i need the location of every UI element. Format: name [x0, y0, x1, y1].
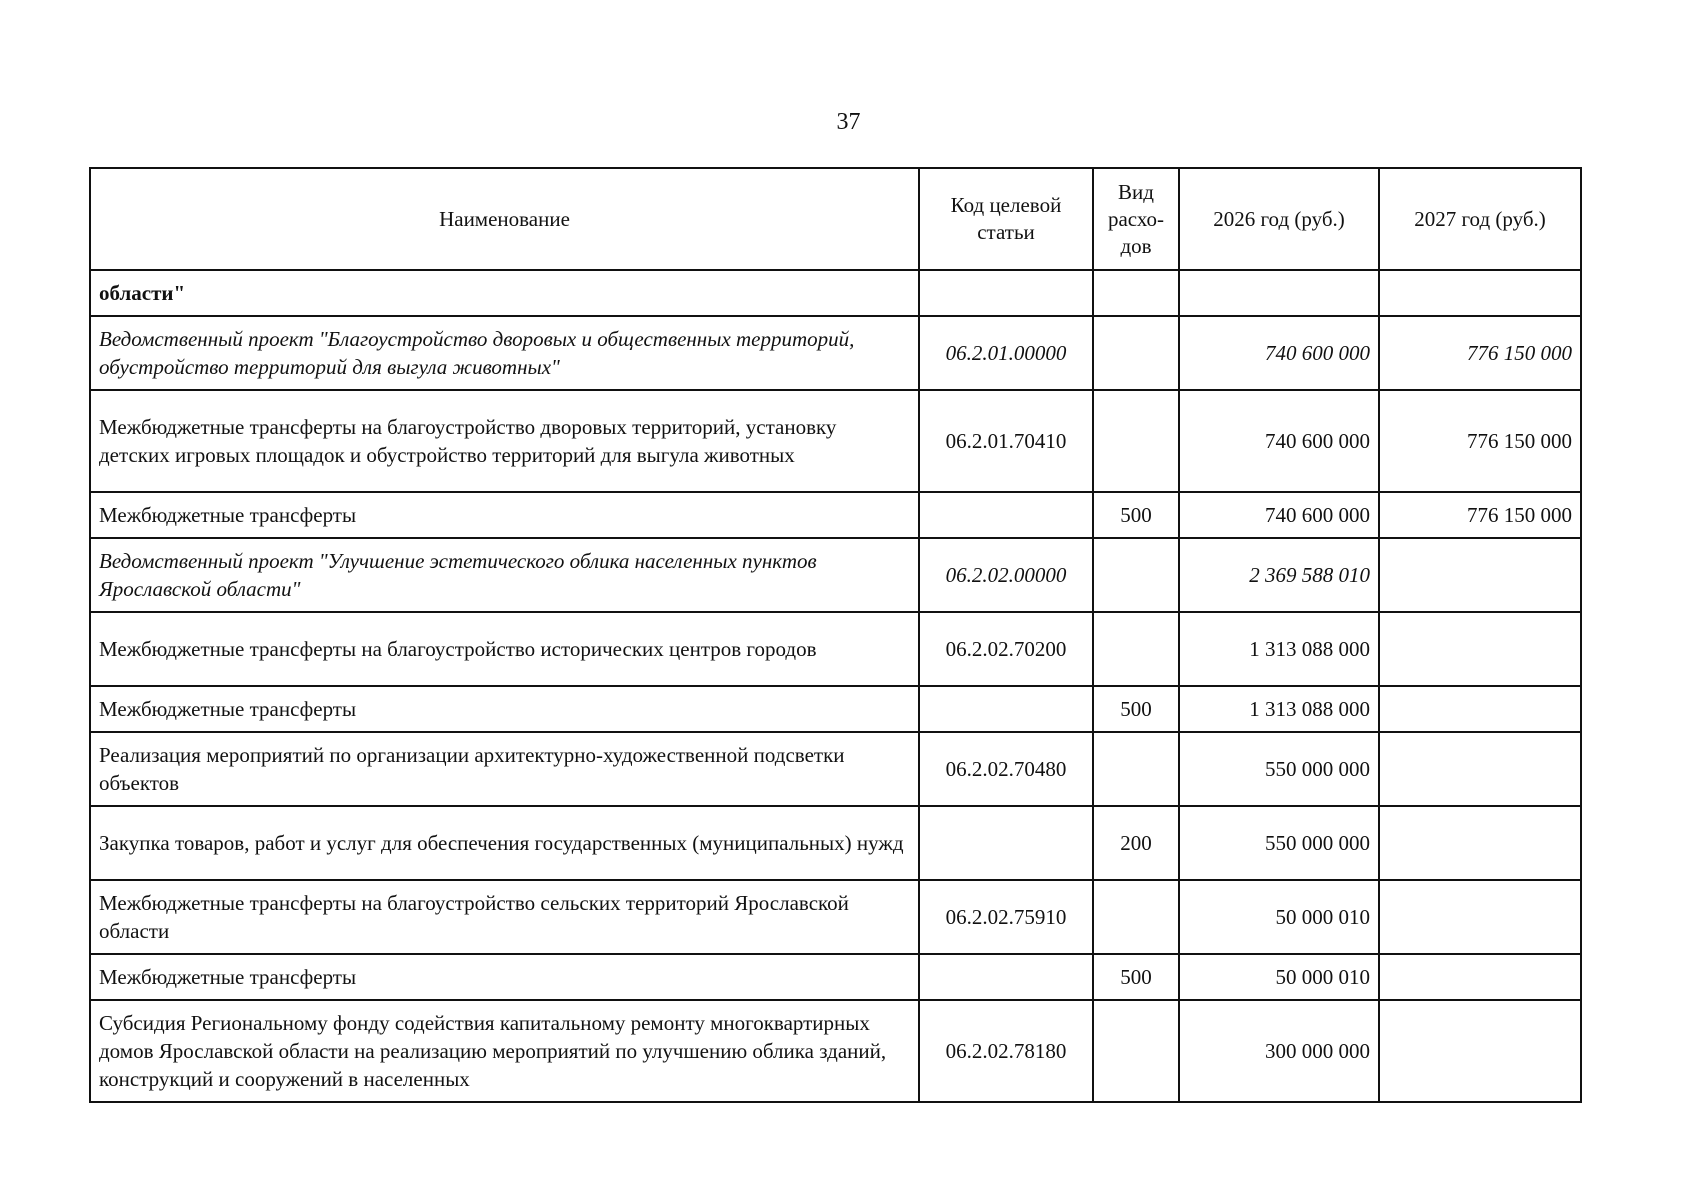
- cell-2026: 740 600 000: [1179, 390, 1379, 492]
- cell-code: 06.2.01.00000: [919, 316, 1093, 390]
- cell-2026: 550 000 000: [1179, 732, 1379, 806]
- cell-name: Ведомственный проект "Улучшение эстетического облика населенных пунктов Ярославской области": [90, 538, 919, 612]
- cell-kind: 500: [1093, 492, 1179, 538]
- cell-kind: [1093, 390, 1179, 492]
- table-row: [90, 612, 1581, 686]
- cell-2026: 740 600 000: [1179, 316, 1379, 390]
- cell-name: области": [90, 270, 919, 316]
- cell-name: Закупка товаров, работ и услуг для обеспечения государственных (муниципальных) нужд: [90, 806, 919, 880]
- table-row: [90, 1000, 1581, 1102]
- table-row: [90, 954, 1581, 1000]
- header-2026: 2026 год (руб.): [1179, 168, 1379, 270]
- table-row: [90, 492, 1581, 538]
- cell-name: Реализация мероприятий по организации архитектурно-художественной подсветки объектов: [90, 732, 919, 806]
- header-name: Наименование: [90, 168, 919, 270]
- cell-kind: [1093, 538, 1179, 612]
- cell-2027: [1379, 806, 1581, 880]
- cell-2026: 1 313 088 000: [1179, 612, 1379, 686]
- cell-kind: [1093, 880, 1179, 954]
- cell-2027: 776 150 000: [1379, 492, 1581, 538]
- cell-2027: [1379, 612, 1581, 686]
- cell-code: 06.2.02.70480: [919, 732, 1093, 806]
- cell-code: 06.2.02.00000: [919, 538, 1093, 612]
- cell-code: [919, 492, 1093, 538]
- table-row: [90, 538, 1581, 612]
- header-2027: 2027 год (руб.): [1379, 168, 1581, 270]
- cell-code: 06.2.01.70410: [919, 390, 1093, 492]
- page-number: 37: [836, 109, 861, 135]
- cell-name: Межбюджетные трансферты на благоустройство дворовых территорий, установку детских игровых площадок и обустройство территорий для выгула животных: [90, 390, 919, 492]
- cell-code: [919, 806, 1093, 880]
- cell-2026: 50 000 010: [1179, 954, 1379, 1000]
- table-row: [90, 732, 1581, 806]
- table-body: [90, 270, 1581, 1102]
- cell-code: [919, 954, 1093, 1000]
- cell-2027: [1379, 954, 1581, 1000]
- cell-kind: [1093, 732, 1179, 806]
- cell-name: Межбюджетные трансферты на благоустройство сельских территорий Ярославской области: [90, 880, 919, 954]
- header-code: Код целевой статьи: [919, 168, 1093, 270]
- cell-2026: 2 369 588 010: [1179, 538, 1379, 612]
- cell-2027: 776 150 000: [1379, 316, 1581, 390]
- cell-kind: [1093, 1000, 1179, 1102]
- cell-2026: 550 000 000: [1179, 806, 1379, 880]
- cell-code: [919, 686, 1093, 732]
- cell-2027: [1379, 538, 1581, 612]
- table-row: [90, 880, 1581, 954]
- budget-table: [89, 167, 1582, 1103]
- table-row: [90, 390, 1581, 492]
- cell-kind: [1093, 270, 1179, 316]
- table-row: [90, 270, 1581, 316]
- table-row: [90, 686, 1581, 732]
- table-row: [90, 806, 1581, 880]
- cell-2026: 1 313 088 000: [1179, 686, 1379, 732]
- table-header-row: [90, 168, 1581, 270]
- cell-name: Межбюджетные трансферты: [90, 492, 919, 538]
- cell-2027: [1379, 880, 1581, 954]
- cell-code: [919, 270, 1093, 316]
- cell-name: Субсидия Региональному фонду содействия капитальному ремонту многоквартирных домов Ярославской области на реализацию мероприятий по улучшению облика зданий, конструкций и сооружений в населенных: [90, 1000, 919, 1102]
- cell-2026: 300 000 000: [1179, 1000, 1379, 1102]
- cell-name: Межбюджетные трансферты: [90, 954, 919, 1000]
- cell-name: Межбюджетные трансферты на благоустройство исторических центров городов: [90, 612, 919, 686]
- cell-kind: [1093, 612, 1179, 686]
- cell-2027: [1379, 1000, 1581, 1102]
- cell-kind: 500: [1093, 954, 1179, 1000]
- cell-code: 06.2.02.75910: [919, 880, 1093, 954]
- cell-2026: 740 600 000: [1179, 492, 1379, 538]
- cell-kind: [1093, 316, 1179, 390]
- cell-code: 06.2.02.70200: [919, 612, 1093, 686]
- cell-2026: [1179, 270, 1379, 316]
- header-kind: Вид расхо-дов: [1093, 168, 1179, 270]
- cell-name: Ведомственный проект "Благоустройство дворовых и общественных территорий, обустройство территорий для выгула животных": [90, 316, 919, 390]
- table-row: [90, 316, 1581, 390]
- cell-code: 06.2.02.78180: [919, 1000, 1093, 1102]
- cell-2027: [1379, 270, 1581, 316]
- cell-2027: 776 150 000: [1379, 390, 1581, 492]
- cell-kind: 500: [1093, 686, 1179, 732]
- cell-kind: 200: [1093, 806, 1179, 880]
- cell-2027: [1379, 686, 1581, 732]
- cell-name: Межбюджетные трансферты: [90, 686, 919, 732]
- cell-2026: 50 000 010: [1179, 880, 1379, 954]
- cell-2027: [1379, 732, 1581, 806]
